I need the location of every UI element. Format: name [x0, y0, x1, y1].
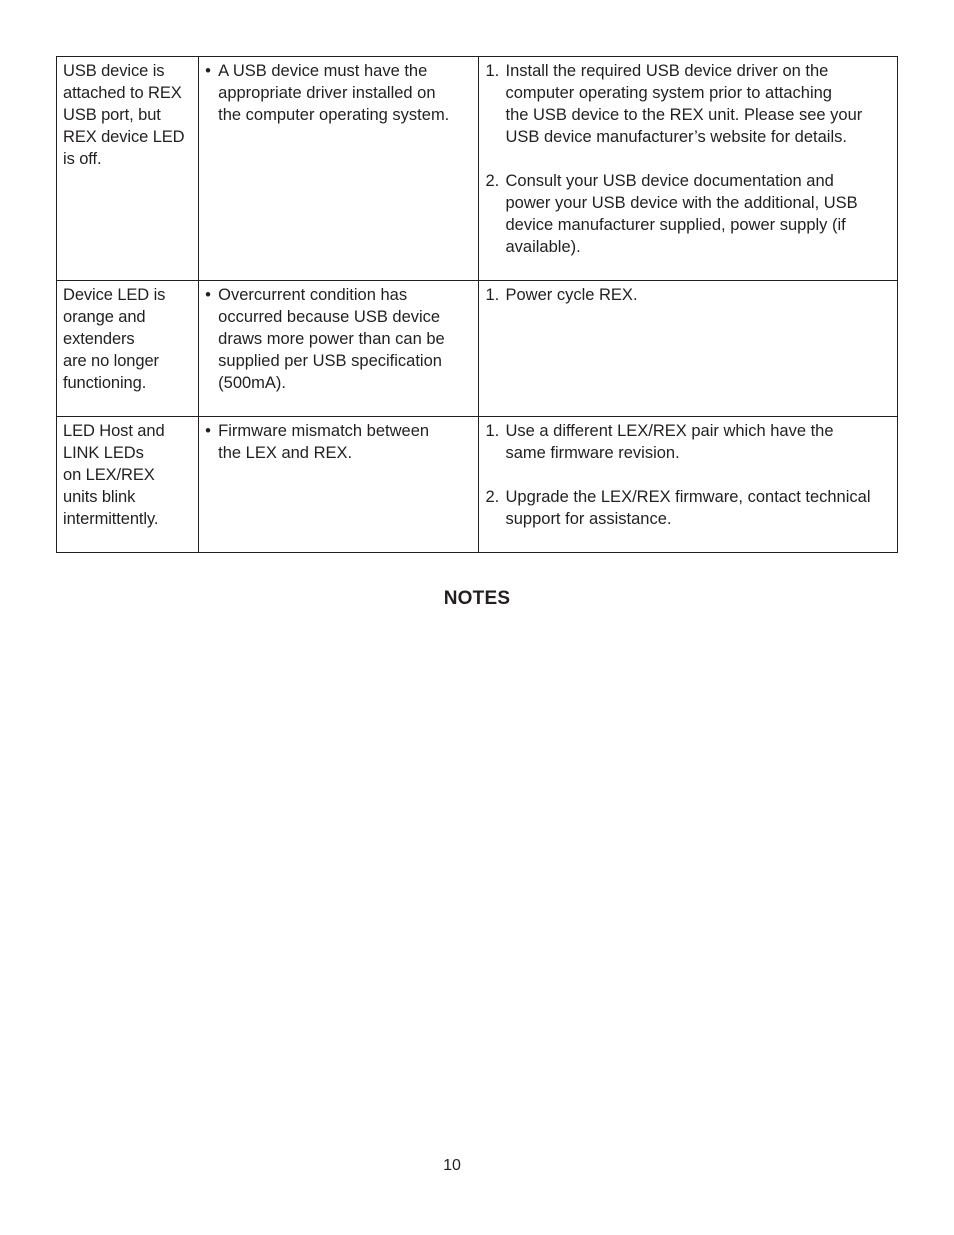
- notes-heading: NOTES: [443, 588, 511, 609]
- cause-bullet-item: [205, 284, 472, 394]
- step-text: Upgrade the LEX/REX firmware, contact technical support for assistance.: [505, 488, 871, 528]
- problem-cell: [57, 417, 199, 553]
- step-number: 2.: [485, 488, 500, 506]
- problem-text: USB device is attached to REX USB port, but REX device LED is off.: [63, 62, 185, 168]
- cause-text: A USB device must have the appropriate driver installed on the computer operating system.: [218, 62, 450, 124]
- problem-cell: [57, 281, 199, 417]
- bullet-icon: •: [205, 286, 211, 304]
- bullet-icon: •: [205, 62, 211, 80]
- cause-text: Firmware mismatch between the LEX and REX.: [218, 422, 430, 462]
- step-number: 2.: [485, 172, 500, 190]
- cause-cell: [199, 417, 479, 553]
- page-number: 10: [443, 1157, 461, 1174]
- step-number: 1.: [485, 422, 500, 440]
- step-text: Consult your USB device documentation and power your USB device with the additional, USB device manufacturer supplied, power supply (if available).: [505, 172, 858, 256]
- table-row: [57, 281, 898, 417]
- table-row: [57, 57, 898, 281]
- cause-cell: [199, 57, 479, 281]
- solution-step: [485, 486, 891, 530]
- step-number: 1.: [485, 62, 500, 80]
- solution-step: [485, 170, 891, 258]
- solution-step: [485, 284, 891, 306]
- step-number: 1.: [485, 286, 500, 304]
- troubleshooting-table: [56, 56, 898, 553]
- solution-step: [485, 60, 891, 148]
- step-text: Use a different LEX/REX pair which have the same firmware revision.: [505, 422, 834, 462]
- cause-bullet-item: [205, 420, 472, 464]
- solution-cell: [479, 417, 898, 553]
- step-text: Install the required USB device driver on the computer operating system prior to attaching the USB device to the REX unit. Please see your USB device manufacturer’s website for details.: [505, 62, 863, 146]
- cause-bullet-item: [205, 60, 472, 126]
- step-text: Power cycle REX.: [505, 286, 638, 304]
- solution-step: [485, 420, 891, 464]
- cause-text: Overcurrent condition has occurred because USB device draws more power than can be supplied per USB specification (500mA).: [218, 286, 445, 392]
- problem-cell: [57, 57, 199, 281]
- cause-cell: [199, 281, 479, 417]
- solution-cell: [479, 281, 898, 417]
- solution-cell: [479, 57, 898, 281]
- problem-text: Device LED is orange and extenders are no longer functioning.: [63, 286, 166, 392]
- bullet-icon: •: [205, 422, 211, 440]
- problem-text: LED Host and LINK LEDs on LEX/REX units blink intermittently.: [63, 422, 165, 528]
- table-row: [57, 417, 898, 553]
